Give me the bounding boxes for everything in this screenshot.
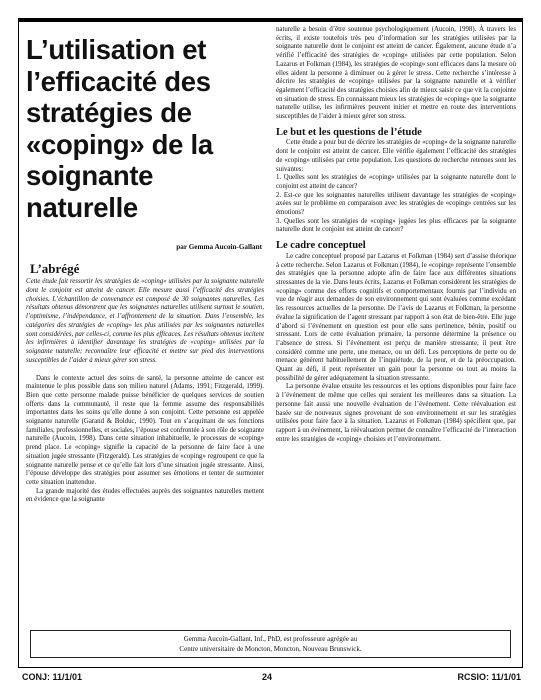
footer-journal-en: CONJ: 11/1/01	[22, 672, 83, 682]
top-rule	[18, 18, 523, 22]
body-paragraph: naturelle a besoin d’être soutenue psychologiquement (Aucoin, 1998). À travers les écrits, il existe toutefois très peu d’information sur les stratégies utilisées par la soignante naturelle dont le conjoint est atteint de cancer. Également, aucune étude n’a vérifié l’efficacité des stratégies de «coping» utilisées par cette population. Selon Lazarus et Folkman (1984), les stratégies de «coping» sont efficaces dans la mesure où elles aident la personne à diminuer ou à gérer le stress. Cette recherche s’intéresse à décrire les stratégies de «coping» utilisées par la soignante naturelle et à vérifier également l’efficacité des stratégies choisies afin de mieux saisir ce que vit la conjointe en situation de stress. En connaissant mieux les stratégies de «coping» que la soignante naturelle utilise, les infirmières peuvent initier et mettre en route des interventions susceptibles de l’aider à mieux gérer son stress.	[276, 26, 516, 121]
page-number: 24	[262, 672, 273, 682]
section-heading-purpose: Le but et les questions de l’étude	[276, 126, 422, 138]
right-column	[276, 26, 516, 444]
body-paragraph: Dans le contexte actuel des soins de santé, la personne atteinte de cancer est maintenue le plus possible dans son milieu naturel (Adams, 1991; Fitzgerald, 1999). Bien que cette personne malade puisse bénéficier de quelques services de soutien offerts dans la communauté, il reste que la femme assume des responsabilités importantes dans les soins qu’elle donne à son conjoint. Cette personne est appelée soignante naturelle (Garand & Bolduc, 1990). Tout en s’acquittant de ses fonctions familiales, professionnelles, et sociales, l’épouse est confrontée à son rôle de soignante naturelle (Aucoin, 1998). Dans cette situation inhabituelle, le processus de «coping» prend place. Le «coping» signifie la capacité de la personne de faire face à une situation jugée stressante (Fitzgerald). Les stratégies de «coping» regroupent ce que la soignante naturelle pense et ce qu’elle fait lors d’une situation jugée stressante. Ainsi, l’épouse développe des stratégies pour assumer ses émotions et tenter de surmonter cette situation inattendue.	[26, 374, 264, 486]
list-item: 2. Est-ce que les soignantes naturelles utilisent davantage les stratégies de «coping» axées sur le problème en comparaison avec les stratégies de «coping» centrées sur les émotions?	[276, 191, 516, 217]
body-paragraph: La personne évalue ensuite les ressources et les options disponibles pour faire face à l’événement de même que celles qui seraient les meilleures dans sa situation. La personne fait aussi une nouvelle évaluation de l’événement. Cette réévaluation est basée sur de nouveaux signes provenant de son environnement et sur les stratégies utilisées pour faire face à la situation. Lazarus et Folkman (1984) spécifient que, par rapport à un événement, la réévaluation permet de connaître l’efficacité de l’interaction entre les stratégies de «coping» choisies et l’environnement.	[276, 383, 516, 443]
footnote-line: Gemma Aucoin-Gallant, Inf., PhD, est professeure agrégée au	[183, 635, 358, 643]
list-item: 1. Quelles sont les stratégies de «coping» utilisées par la soignante naturelle dont le conjoint est atteint de cancer?	[276, 174, 516, 190]
article-title: L’utilisation et l’efficacité des stratégies de «coping» de la soignante naturelle	[26, 34, 213, 223]
author-footnote	[30, 630, 511, 658]
abstract-text: Cette étude fait ressortir les stratégies de «coping» utilisées par la soignante naturelle dont le conjoint est atteint de cancer. Elle mesure aussi l’efficacité des stratégies choisies. L’échantillon de convenance est composé de 30 soignantes naturelles. Les résultats obtenus démontrent que les soignantes naturelles utilisent surtout le soutien, l’optimisme, l’indépendance, et l’affrontement de la situation. Dans l’ensemble, les catégories des stratégies de «coping» les plus utilisées par les soignantes naturelles sont considérées, par celles-ci, comme les plus efficaces. Les résultats obtenus incitent les infirmières à identifier davantage les stratégies de «coping» utilisées par la soignante naturelle; reconnaître leur efficacité et mettre sur pied des interventions susceptibles de l’aider à mieux gérer son stress.	[26, 278, 264, 364]
abstract-heading: L’abrégé	[30, 261, 80, 276]
section-heading-framework: Le cadre conceptuel	[276, 240, 366, 252]
body-paragraph: Cette étude a pour but de décrire les stratégies de «coping» de la soignante naturelle dont le conjoint est atteint de cancer. Elle vérifie également l’efficacité des stratégies de «coping» utilisées par cette population. Les questions de recherche retenues sont les suivantes:	[276, 139, 516, 173]
author-byline: par Gemma Aucoin-Gallant	[176, 243, 262, 251]
body-paragraph: La grande majorité des études effectuées auprès des soignantes naturelles mettent en évidence que la soignante	[26, 487, 264, 504]
list-item: 3. Quelles sont les stratégies de «coping» jugées les plus efficaces par la soignante naturelle dont le conjoint est atteint de cancer?	[276, 217, 516, 234]
research-questions-list	[276, 174, 516, 235]
left-body	[26, 375, 264, 506]
body-paragraph: Le cadre conceptuel proposé par Lazarus et Folkman (1984) sert d’assise théorique à cette recherche. Selon Lazarus et Folkman (1984), le «coping» représente l’ensemble des stratégies que la personne adopte afin de faire face aux différentes situations stressantes de la vie. Dans leurs écrits, Lazarus et Folkman considèrent les stratégies de «coping» comme des efforts cognitifs et comportementaux fournis par l’individu en vue de réagir aux demandes de son environnement qui sont évaluées comme excédant les ressources actuelles de la personne. De l’avis de Lazarus et Folkman, la personne évalue la signification de l’agent stressant par rapport à son état de bien-être. Elle juge d’abord si l’événement en question est pour elle sans pertinence, bénin, positif ou stressant. Lors de cette évaluation primaire, la personne détermine la présence ou l’absence de stress. Si l’événement est perçu de manière stressante, il peut être considéré comme une perte, une menace, ou un défi. Les perceptions de perte ou de menace génèrent habituellement de l’inquiétude, de la peur, et de la préoccupation. Quant au défi, il peut représenter un gain pour la personne ou tout au moins la possibilité de gérer adéquatement la situation stressante.	[276, 252, 516, 382]
footer-journal-fr: RCSIO: 11/1/01	[457, 672, 521, 682]
left-column	[26, 26, 264, 505]
footnote-line: Centre universitaire de Moncton, Moncton, Nouveau Brunswick.	[179, 644, 362, 653]
